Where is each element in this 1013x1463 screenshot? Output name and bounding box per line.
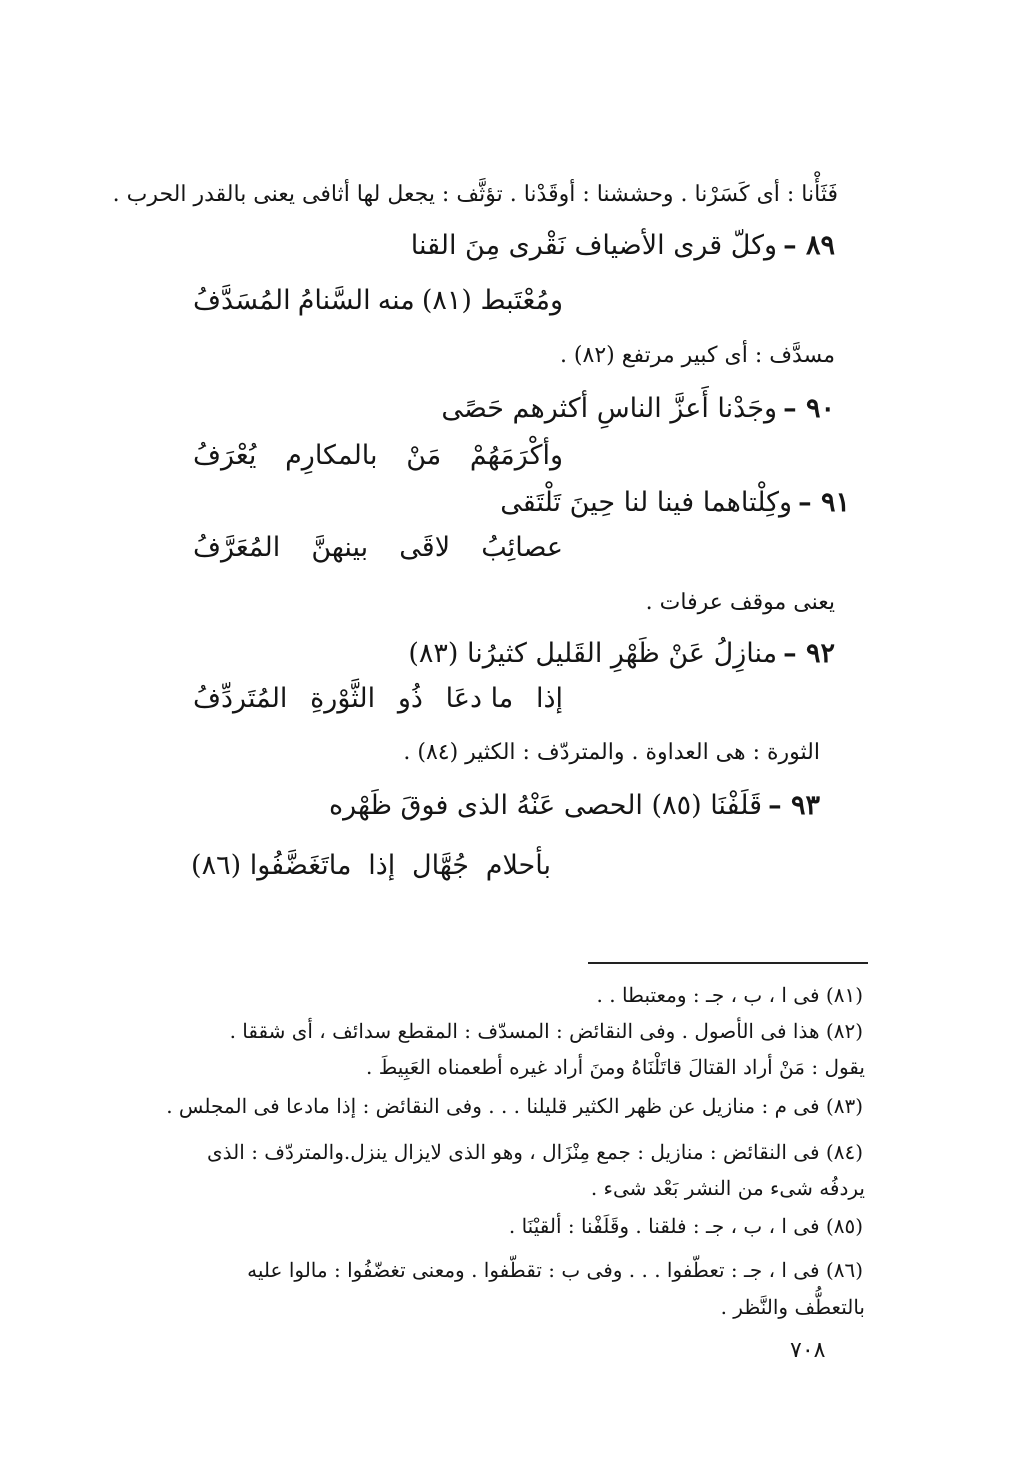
verse-word: منه xyxy=(377,285,415,316)
verse-word: المُسَدَّفُ xyxy=(193,285,291,316)
hemistich-text: وكلّ قرى الأضياف نَقْرى مِنَ القنا xyxy=(410,230,778,261)
commentary-line: الثورة : هى العداوة . والمتردّف : الكثير (٨٤) . xyxy=(403,740,820,765)
hemistich-text: وكِلْتاهما فينا لنا حِينَ تَلْتَقى xyxy=(500,487,793,518)
verse-91-second-hemistich xyxy=(193,532,563,564)
hemistich-text: وجَدْنا أَعزَّ الناسِ أكثرهم حَصًى xyxy=(441,393,778,424)
verse-number: ٩٠ – xyxy=(783,393,835,424)
verse-word: ما دعَا xyxy=(445,683,514,714)
verse-word: لاقَى xyxy=(399,532,451,563)
verse-number: ٩٢ – xyxy=(783,638,835,669)
verse-word: بالمكارِم xyxy=(285,440,378,471)
verse-word: ذُو xyxy=(397,683,423,714)
verse-number: ٩٣ – xyxy=(768,790,820,821)
verse-91-first-hemistich xyxy=(500,487,850,519)
verse-92-first-hemistich xyxy=(408,638,835,670)
verse-word: بينهنَّ xyxy=(311,532,369,563)
verse-word: إذا xyxy=(368,850,396,881)
verse-word: السَّنامُ xyxy=(297,285,371,316)
verse-90-second-hemistich xyxy=(193,440,563,472)
footnote-line: (٨٤) فى النقائض : منازيل : جمع مِنْزَال ، وهو الذى لايزال ينزل.والمتردّف : الذى xyxy=(207,1140,863,1164)
verse-89-second-hemistich xyxy=(193,285,563,317)
footnote-line: (٨٦) فى ا ، جـ : تعطّفوا . . . وفى ب : تقطّفوا . ومعنى تغضّفُوا : مالوا عليه xyxy=(247,1258,863,1282)
commentary-line: مسدَّف : أى كبير مرتفع (٨٢) . xyxy=(559,343,835,368)
footnote-line: (٨٥) فى ا ، ب ، جـ : فلقنا . وقَلَفْنا : ألقيْنَا . xyxy=(508,1214,863,1238)
verse-89-first-hemistich xyxy=(411,230,835,262)
verse-number: ٨٩ – xyxy=(783,230,835,261)
verse-90-first-hemistich xyxy=(441,393,835,425)
commentary-line: يعنى موقف عرفات . xyxy=(645,590,835,615)
footnote-line: يردفُه شىء من النشر بَعْد شىء . xyxy=(590,1176,865,1200)
verse-93-second-hemistich xyxy=(191,850,551,882)
footnote-separator xyxy=(588,962,868,964)
verse-word: بأحلام xyxy=(485,850,551,881)
verse-word: المُعَرَّفُ xyxy=(193,532,281,563)
verse-word: يُعْرَفُ xyxy=(193,440,257,471)
commentary-line: فَثَأْنا : أى كَسَرْنا . وحششنا : أوقَدْنا . تؤثَّف : يجعل لها أثافى يعنى بالقدر الحرب . xyxy=(112,182,838,207)
page-number: ٧٠٨ xyxy=(790,1338,826,1363)
footnote-line: (٨٢) هذا فى الأصول . وفى النقائض : المسدّف : المقطع سدائف ، أى شققا . xyxy=(229,1019,863,1043)
verse-number: ٩١ – xyxy=(798,487,850,518)
verse-word: إذا xyxy=(535,683,563,714)
verse-word: المُتَردِّفُ xyxy=(193,683,288,714)
hemistich-text: منازِلُ عَنْ ظَهْرِ القَليل كثيرُنا (٨٣) xyxy=(408,638,778,669)
verse-word: جُهَّال xyxy=(412,850,469,881)
footnote-line: بالتعطُّف والنَّظر . xyxy=(720,1295,865,1319)
footnote-line: (٨١) فى ا ، ب ، جـ : ومعتبطا . . xyxy=(596,983,863,1007)
footnote-line: يقول : مَنْ أراد القتالَ قاتَلْنَاهُ ومنَ أراد غيره أطعمناه العَبِيطَ . xyxy=(366,1055,865,1079)
verse-93-first-hemistich xyxy=(329,790,820,822)
verse-word: ماتَغَضَّفُوا (٨٦) xyxy=(191,850,352,881)
verse-word: الثَّوْرةِ xyxy=(310,683,376,714)
verse-word: مَنْ xyxy=(406,440,442,471)
verse-word: عصائِبُ xyxy=(481,532,563,563)
hemistich-text: قَلَفْنَا (٨٥) الحصى عَنْهُ الذى فوقَ ظَهْره xyxy=(328,790,763,821)
verse-word: ومُعْتَبط (٨١) xyxy=(421,285,563,316)
verse-92-second-hemistich xyxy=(193,683,563,715)
footnote-line: (٨٣) فى م : منازيل عن ظهر الكثير قليلنا . . . وفى النقائض : إذا مادعا فى المجلس . xyxy=(166,1094,863,1118)
verse-word: وأكْرَمَهُمْ xyxy=(469,440,563,471)
